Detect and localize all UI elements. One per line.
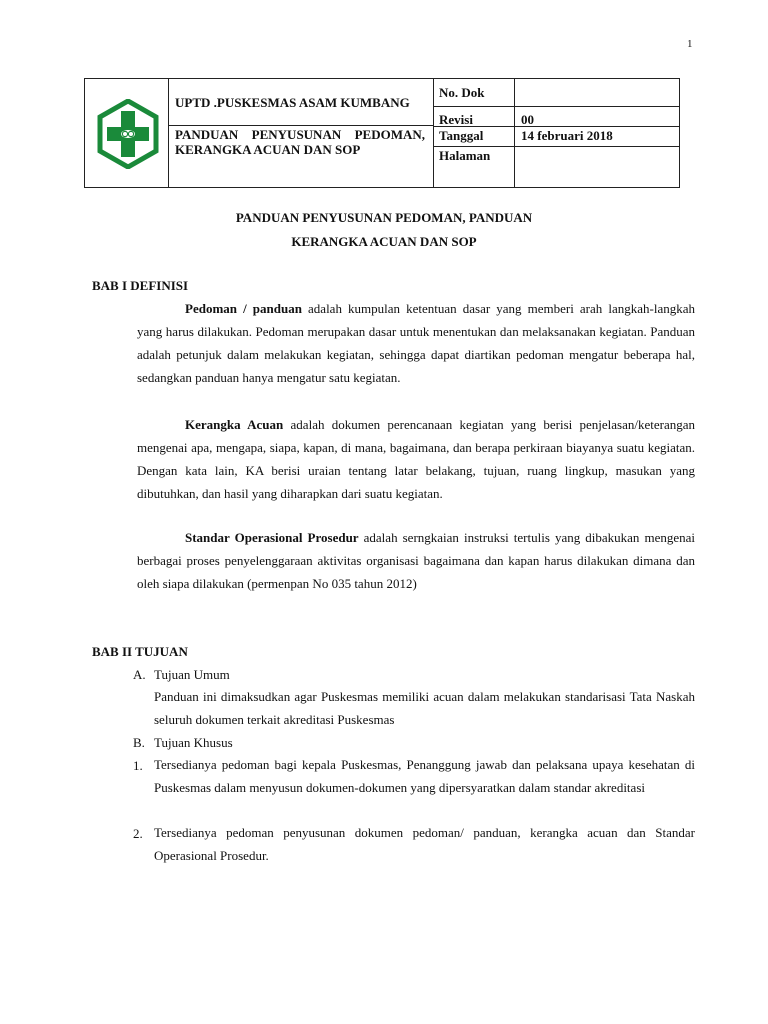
logo-cell (85, 79, 169, 187)
page-number: 1 (687, 38, 693, 50)
document-title: PANDUAN PENYUSUNAN PEDOMAN, KERANGKA ACUAN DAN SOP (175, 127, 425, 157)
list-item-1: Tersedianya pedoman bagi kepala Puskesmas, Penanggung jawab dan pelaksana upaya kesehatan di Puskesmas dalam menyusun dokumen-dokumen yang dipersyaratkan dalam standar akreditasi (154, 757, 695, 795)
meta-value-tanggal: 14 februari 2018 (521, 128, 613, 143)
term-kerangka-acuan: Kerangka Acuan (185, 417, 284, 432)
paragraph-sop (137, 526, 695, 595)
definition-sop: adalah serngkaian instruksi tertulis yang dibakukan mengenai berbagai proses penyelenggaraan aktivitas organisasi bagaimana dan kapan harus dilakukan dimana dan oleh siapa dilakukan (permenpan No 035 tahun 2012) (137, 530, 696, 591)
section-heading-bab-2: BAB II TUJUAN (92, 644, 188, 659)
paragraph-pedoman (137, 297, 695, 389)
divider (168, 125, 433, 126)
meta-value-no-dok (515, 79, 679, 106)
puskesmas-logo-icon (97, 99, 159, 169)
subheading-tujuan-umum: Tujuan Umum (154, 667, 230, 682)
meta-label-halaman: Halaman (433, 146, 515, 187)
section-heading-bab-1: BAB I DEFINISI (92, 278, 189, 293)
subheading-tujuan-khusus: Tujuan Khusus (154, 735, 233, 750)
main-title-line-1: PANDUAN PENYUSUNAN PEDOMAN, PANDUAN (235, 210, 533, 225)
tujuan-umum-text: Panduan ini dimaksudkan agar Puskesmas memiliki acuan dalam melakukan standarisasi Tata Naskah seluruh dokumen terkait akreditasi Puskesmas (154, 689, 695, 727)
paragraph-kerangka-acuan (137, 413, 695, 505)
term-pedoman: Pedoman / panduan (185, 301, 302, 316)
main-title-line-2: KERANGKA ACUAN DAN SOP (291, 234, 477, 249)
meta-label-revisi: Revisi (433, 106, 515, 133)
definition-kerangka-acuan: adalah dokumen perencanaan kegiatan yang berisi penjelasan/keterangan mengenai apa, mengapa, siapa, kapan, di mana, bagaimana, dan berapa perkiraan biayanya suatu kegiatan. Dengan kata lain, KA berisi uraian tentang latar belakang, tujuan, ruang lingkup, masukan yang dibutuhkan, dan hasil yang diharapkan dari suatu kegiatan. (137, 417, 696, 501)
organization-cell (168, 79, 434, 187)
list-marker-1: 1. (133, 758, 143, 773)
list-marker-a: A. (133, 667, 146, 682)
meta-value-revisi: 00 (521, 112, 534, 127)
term-sop: Standar Operasional Prosedur (185, 530, 359, 545)
list-item-2: Tersedianya pedoman penyusunan dokumen pedoman/ panduan, kerangka acuan dan Standar Operasional Prosedur. (154, 825, 695, 863)
organization-name: UPTD .PUSKESMAS ASAM KUMBANG (175, 95, 410, 110)
meta-label-tanggal: Tanggal (433, 126, 515, 148)
document-header-table (84, 78, 680, 188)
list-marker-2: 2. (133, 826, 143, 841)
meta-label-no-dok: No. Dok (433, 79, 515, 106)
list-marker-b: B. (133, 735, 145, 750)
meta-value-halaman (515, 146, 679, 187)
definition-pedoman: adalah kumpulan ketentuan dasar yang memberi arah langkah-langkah yang harus dilakukan. Pedoman merupakan dasar untuk menentukan dan melaksanakan kegiatan. Panduan adalah petunjuk dalam melakukan kegiatan, sehingga dapat diartikan pedoman mengatur beberapa hal, sedangkan panduan hanya mengatur satu kegiatan. (137, 301, 695, 385)
